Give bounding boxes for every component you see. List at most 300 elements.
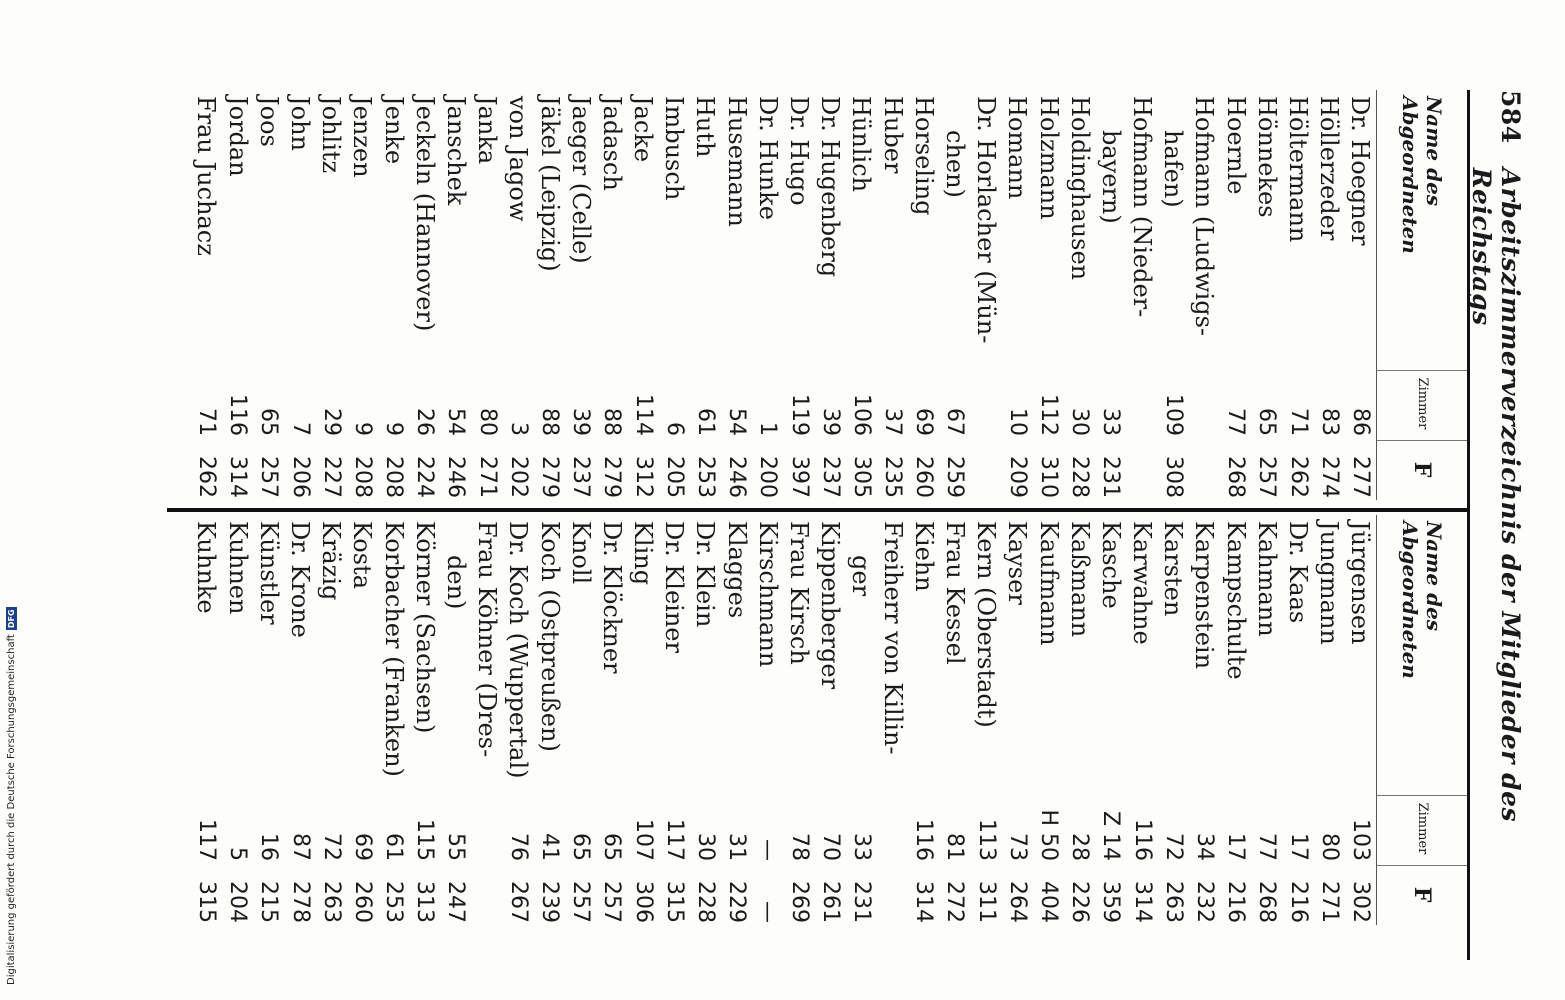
- phone-extension: 263: [1160, 881, 1186, 923]
- table-row: [440, 515, 471, 925]
- member-name: Klagges: [722, 521, 751, 619]
- room-number: 9: [381, 422, 407, 436]
- phone-extension: 268: [1254, 881, 1280, 923]
- table-row: [378, 515, 409, 925]
- room-number: 117: [661, 819, 687, 861]
- phone-extension: 257: [1254, 456, 1280, 498]
- table-row: [1314, 90, 1345, 500]
- table-row: [877, 90, 908, 500]
- table-row: [846, 515, 877, 925]
- member-name: Kasche: [1096, 521, 1125, 609]
- member-name: Kosta: [348, 521, 377, 590]
- credit-text: Digitalisierung gefördert durch die Deutsche Forschungsgemeinschaft: [6, 634, 17, 985]
- phone-extension: 253: [381, 881, 407, 923]
- room-number: 17: [1285, 833, 1311, 861]
- room-number: 107: [630, 819, 656, 861]
- room-number: Z 14: [1098, 810, 1124, 861]
- member-name: Freiherr von Killin-: [878, 521, 907, 755]
- page-header: [1467, 90, 1525, 960]
- member-name: Jürgensen: [1346, 521, 1375, 645]
- table-row: [783, 515, 814, 925]
- phone-extension: 305: [848, 456, 874, 498]
- phone-extension: 253: [692, 456, 718, 498]
- member-name: Höllerzeder: [1315, 96, 1344, 241]
- table-row: [472, 515, 503, 925]
- table-left-half: [191, 90, 1467, 500]
- room-number: 54: [724, 408, 750, 436]
- member-name: John: [286, 96, 315, 151]
- phone-extension: 231: [848, 881, 874, 923]
- table-row: [534, 90, 565, 500]
- phone-extension: 274: [1316, 456, 1342, 498]
- member-name: Kaufmann: [1034, 521, 1063, 646]
- member-name: Kippenberger: [816, 521, 845, 690]
- table-row: [409, 90, 440, 500]
- room-number: 76: [505, 833, 531, 861]
- table-row: [409, 515, 440, 925]
- member-name: Jacke: [629, 96, 658, 163]
- member-name: Jaeger (Celle): [566, 96, 595, 264]
- table-row: [1189, 90, 1220, 500]
- table-row: [877, 515, 908, 925]
- member-name: Korbacher (Franken): [379, 521, 408, 777]
- table-row: [908, 515, 939, 925]
- member-name: Künstler: [254, 521, 283, 625]
- phone-extension: 308: [1160, 456, 1186, 498]
- phone-extension: 279: [599, 456, 625, 498]
- phone-extension: 272: [942, 881, 968, 923]
- phone-extension: 229: [724, 881, 750, 923]
- table-row: [565, 90, 596, 500]
- room-number: 72: [318, 833, 344, 861]
- phone-extension: —: [755, 901, 781, 923]
- phone-extension: 259: [942, 456, 968, 498]
- member-name: Kling: [629, 521, 658, 586]
- room-number: 71: [1285, 408, 1311, 436]
- room-number: 87: [287, 833, 313, 861]
- header-f: F: [1377, 440, 1467, 500]
- table-header-right: [1376, 515, 1467, 925]
- room-number: 33: [848, 833, 874, 861]
- phone-extension: 228: [1067, 456, 1093, 498]
- rows-left: [191, 90, 1376, 500]
- column-divider: [167, 508, 1467, 512]
- room-number: 5: [225, 847, 251, 861]
- table-row: [503, 90, 534, 500]
- room-number: 86: [1347, 408, 1373, 436]
- phone-extension: 313: [412, 881, 438, 923]
- table-row: [1095, 90, 1126, 500]
- phone-extension: 216: [1223, 881, 1249, 923]
- table-row: [534, 515, 565, 925]
- table-row: [1158, 515, 1189, 925]
- member-name: Holzmann: [1034, 96, 1063, 220]
- table-row: [971, 515, 1002, 925]
- member-name: Dr. Horlacher (Mün-: [972, 96, 1001, 344]
- phone-extension: 246: [443, 456, 469, 498]
- header-f: F: [1377, 865, 1467, 925]
- phone-extension: 228: [692, 881, 718, 923]
- phone-extension: 404: [1036, 881, 1062, 923]
- phone-extension: 226: [1067, 881, 1093, 923]
- member-name: Kiehn: [909, 521, 938, 592]
- room-number: 69: [911, 408, 937, 436]
- phone-extension: 224: [412, 456, 438, 498]
- table-row: [752, 515, 783, 925]
- phone-extension: 271: [1316, 881, 1342, 923]
- member-name: Jordan: [223, 96, 252, 177]
- table-row: [191, 90, 222, 500]
- room-number: 65: [256, 408, 282, 436]
- member-name: Frau Juchacz: [192, 96, 221, 256]
- phone-extension: 315: [661, 881, 687, 923]
- room-number: 115: [412, 819, 438, 861]
- room-number: 30: [692, 833, 718, 861]
- member-name: Dr. Hugenberg: [816, 96, 845, 278]
- table-row: [1189, 515, 1220, 925]
- member-name: Janschek: [441, 96, 470, 206]
- table-row: [1127, 515, 1158, 925]
- member-name: Karsten: [1159, 521, 1188, 617]
- member-name: hafen): [1159, 130, 1188, 208]
- member-name: Jungmann: [1315, 521, 1344, 645]
- member-name: Kaßmann: [1065, 521, 1094, 638]
- member-name: Hönnekes: [1252, 96, 1281, 218]
- phone-extension: 260: [349, 881, 375, 923]
- page-number: 584: [1496, 90, 1525, 144]
- header-room: Zimmer: [1377, 795, 1467, 865]
- table-row: [284, 515, 315, 925]
- table-row: [659, 515, 690, 925]
- room-number: 88: [599, 408, 625, 436]
- phone-extension: 314: [911, 881, 937, 923]
- member-name: von Jagow: [504, 96, 533, 222]
- table-row: [378, 90, 409, 500]
- phone-extension: 315: [193, 881, 219, 923]
- directory-table: [192, 90, 1470, 960]
- phone-extension: 260: [911, 456, 937, 498]
- phone-extension: 312: [630, 456, 656, 498]
- room-number: 69: [349, 833, 375, 861]
- table-row: [815, 515, 846, 925]
- phone-extension: 257: [599, 881, 625, 923]
- phone-extension: 263: [318, 881, 344, 923]
- phone-extension: 269: [786, 881, 812, 923]
- phone-extension: 202: [505, 456, 531, 498]
- member-name: Hünlich: [847, 96, 876, 193]
- table-row: [1282, 90, 1313, 500]
- room-number: 81: [942, 833, 968, 861]
- table-row: [565, 515, 596, 925]
- member-name: den): [441, 555, 470, 610]
- room-number: 37: [880, 408, 906, 436]
- table-row: [1002, 515, 1033, 925]
- member-name: Kampschulte: [1221, 521, 1250, 680]
- member-name: Kräzig: [317, 521, 346, 601]
- room-number: 17: [1223, 833, 1249, 861]
- member-name: Janka: [473, 96, 502, 165]
- phone-extension: 314: [225, 456, 251, 498]
- room-number: 33: [1098, 408, 1124, 436]
- member-name: Dr. Koch (Wuppertal): [504, 521, 533, 779]
- room-number: 54: [443, 408, 469, 436]
- member-name: Imbusch: [660, 96, 689, 201]
- room-number: 16: [256, 833, 282, 861]
- room-number: 113: [973, 819, 999, 861]
- phone-extension: 262: [193, 456, 219, 498]
- room-number: 55: [443, 833, 469, 861]
- member-name: Dr. Hunke: [753, 96, 782, 220]
- phone-extension: 231: [1098, 456, 1124, 498]
- member-name: Joos: [254, 96, 283, 147]
- member-name: Johlitz: [317, 96, 346, 174]
- table-row: [191, 515, 222, 925]
- member-name: Kayser: [1003, 521, 1032, 605]
- member-name: Karpenstein: [1190, 521, 1219, 670]
- member-name: Dr. Kleiner: [660, 521, 689, 653]
- table-row: [596, 515, 627, 925]
- table-row: [503, 515, 534, 925]
- phone-extension: 235: [880, 456, 906, 498]
- room-number: 39: [817, 408, 843, 436]
- table-header-left: [1376, 90, 1467, 500]
- member-name: Jenke: [379, 96, 408, 165]
- table-row: [628, 90, 659, 500]
- phone-extension: 359: [1098, 881, 1124, 923]
- member-name: Kahmann: [1252, 521, 1281, 637]
- member-name: Höltermann: [1284, 96, 1313, 243]
- phone-extension: 278: [287, 881, 313, 923]
- room-number: 116: [225, 394, 251, 436]
- phone-extension: 237: [817, 456, 843, 498]
- table-row: [284, 90, 315, 500]
- room-number: 119: [786, 394, 812, 436]
- table-row: [1220, 515, 1251, 925]
- table-row: [222, 90, 253, 500]
- member-name: Hofmann (Ludwigs-: [1190, 96, 1219, 336]
- room-number: 30: [1067, 408, 1093, 436]
- room-number: 29: [318, 408, 344, 436]
- table-row: [1158, 90, 1189, 500]
- table-row: [347, 90, 378, 500]
- member-name: Frau Köhner (Dres-: [473, 521, 502, 758]
- member-name: Frau Kirsch: [785, 521, 814, 665]
- phone-extension: 277: [1347, 456, 1373, 498]
- phone-extension: 215: [256, 881, 282, 923]
- room-number: 72: [1160, 833, 1186, 861]
- room-number: 71: [193, 408, 219, 436]
- table-row: [1251, 90, 1282, 500]
- phone-extension: 204: [225, 881, 251, 923]
- table-row: [316, 90, 347, 500]
- phone-extension: 206: [287, 456, 313, 498]
- rows-right: [191, 515, 1376, 925]
- header-room: Zimmer: [1377, 370, 1467, 440]
- member-name: Huth: [691, 96, 720, 158]
- member-name: Dr. Krone: [286, 521, 315, 638]
- table-row: [628, 515, 659, 925]
- phone-extension: 302: [1347, 881, 1373, 923]
- member-name: Dr. Klöckner: [597, 521, 626, 674]
- room-number: 112: [1036, 394, 1062, 436]
- table-row: [1282, 515, 1313, 925]
- member-name: Dr. Hoegner: [1346, 96, 1375, 246]
- room-number: 39: [568, 408, 594, 436]
- phone-extension: 239: [537, 881, 563, 923]
- room-number: 109: [1160, 394, 1186, 436]
- room-number: 28: [1067, 833, 1093, 861]
- table-row: [721, 515, 752, 925]
- table-row: [316, 515, 347, 925]
- member-name: Knoll: [566, 521, 595, 585]
- table-row: [1314, 515, 1345, 925]
- room-number: 26: [412, 408, 438, 436]
- member-name: chen): [940, 130, 969, 198]
- phone-extension: 246: [724, 456, 750, 498]
- table-row: [222, 515, 253, 925]
- room-number: 65: [1254, 408, 1280, 436]
- phone-extension: 237: [568, 456, 594, 498]
- member-name: Holdinghausen: [1065, 96, 1094, 281]
- room-number: 1: [755, 422, 781, 436]
- table-row: [1345, 90, 1376, 500]
- phone-extension: 232: [1191, 881, 1217, 923]
- room-number: —: [755, 839, 781, 861]
- phone-extension: 247: [443, 881, 469, 923]
- member-name: Husemann: [722, 96, 751, 227]
- table-row: [1033, 90, 1064, 500]
- room-number: 70: [817, 833, 843, 861]
- table-right-half: [191, 515, 1467, 925]
- room-number: 3: [505, 422, 531, 436]
- table-row: [939, 515, 970, 925]
- member-name: Dr. Hugo: [785, 96, 814, 206]
- phone-extension: 306: [630, 881, 656, 923]
- member-name: Jadasch: [597, 96, 626, 191]
- member-name: bayern): [1096, 130, 1125, 224]
- phone-extension: 209: [1004, 456, 1030, 498]
- table-row: [1127, 90, 1158, 500]
- room-number: 80: [1316, 833, 1342, 861]
- member-name: Huber: [878, 96, 907, 174]
- room-number: 106: [848, 394, 874, 436]
- room-number: 103: [1347, 819, 1373, 861]
- table-row: [783, 90, 814, 500]
- side-credit: [6, 607, 17, 985]
- member-name: Jeckeln (Hannover): [410, 96, 439, 332]
- table-row: [846, 90, 877, 500]
- room-number: H 50: [1036, 809, 1062, 861]
- phone-extension: 257: [256, 456, 282, 498]
- table-row: [1033, 515, 1064, 925]
- room-number: 7: [287, 422, 313, 436]
- table-row: [253, 515, 284, 925]
- table-row: [1002, 90, 1033, 500]
- phone-extension: 264: [1004, 881, 1030, 923]
- room-number: 114: [630, 394, 656, 436]
- table-row: [1251, 515, 1282, 925]
- table-row: [690, 515, 721, 925]
- table-row: [908, 90, 939, 500]
- table-row: [939, 90, 970, 500]
- phone-extension: 200: [755, 456, 781, 498]
- header-name: Name des Abgeordneten: [1398, 96, 1446, 254]
- table-row: [971, 90, 1002, 500]
- phone-extension: 279: [537, 456, 563, 498]
- member-name: Dr. Kaas: [1284, 521, 1313, 624]
- phone-extension: 267: [505, 881, 531, 923]
- room-number: 83: [1316, 408, 1342, 436]
- phone-extension: 268: [1223, 456, 1249, 498]
- room-number: 61: [692, 408, 718, 436]
- member-name: Kirschmann: [753, 521, 782, 668]
- phone-extension: 208: [349, 456, 375, 498]
- table-row: [253, 90, 284, 500]
- room-number: 117: [193, 819, 219, 861]
- member-name: Kern (Oberstadt): [972, 521, 1001, 728]
- phone-extension: 314: [1129, 881, 1155, 923]
- running-title: Arbeitszimmerverzeichnis der Mitglieder des Reichstags: [1467, 167, 1525, 823]
- phone-extension: 310: [1036, 456, 1062, 498]
- member-name: Homann: [1003, 96, 1032, 200]
- table-row: [596, 90, 627, 500]
- table-row: [815, 90, 846, 500]
- table-row: [659, 90, 690, 500]
- table-row: [1220, 90, 1251, 500]
- room-number: 73: [1004, 833, 1030, 861]
- member-name: Horseling: [909, 96, 938, 216]
- room-number: 116: [1129, 819, 1155, 861]
- room-number: 80: [474, 408, 500, 436]
- member-name: Koch (Ostpreußen): [535, 521, 564, 752]
- table-row: [1345, 515, 1376, 925]
- phone-extension: 262: [1285, 456, 1311, 498]
- member-name: Hoernle: [1221, 96, 1250, 195]
- table-row: [1064, 515, 1095, 925]
- phone-extension: 311: [973, 881, 999, 923]
- member-name: ger: [847, 555, 876, 597]
- table-row: [472, 90, 503, 500]
- phone-extension: 271: [474, 456, 500, 498]
- room-number: 65: [599, 833, 625, 861]
- phone-extension: 208: [381, 456, 407, 498]
- room-number: 34: [1191, 833, 1217, 861]
- member-name: Körner (Sachsen): [410, 521, 439, 734]
- phone-extension: 216: [1285, 881, 1311, 923]
- phone-extension: 397: [786, 456, 812, 498]
- room-number: 9: [349, 422, 375, 436]
- room-number: 78: [786, 833, 812, 861]
- member-name: Jäkel (Leipzig): [535, 96, 564, 272]
- room-number: 88: [537, 408, 563, 436]
- room-number: 116: [911, 819, 937, 861]
- table-row: [752, 90, 783, 500]
- room-number: 77: [1223, 408, 1249, 436]
- dfg-logo: DFG: [7, 609, 16, 629]
- member-name: Dr. Klein: [691, 521, 720, 628]
- table-row: [721, 90, 752, 500]
- room-number: 6: [661, 422, 687, 436]
- member-name: Frau Kessel: [940, 521, 969, 665]
- phone-extension: 261: [817, 881, 843, 923]
- member-name: Karwahne: [1128, 521, 1157, 645]
- header-name: Name des Abgeordneten: [1398, 521, 1446, 679]
- room-number: 61: [381, 833, 407, 861]
- table-row: [690, 90, 721, 500]
- table-row: [1095, 515, 1126, 925]
- room-number: 10: [1004, 408, 1030, 436]
- room-number: 65: [568, 833, 594, 861]
